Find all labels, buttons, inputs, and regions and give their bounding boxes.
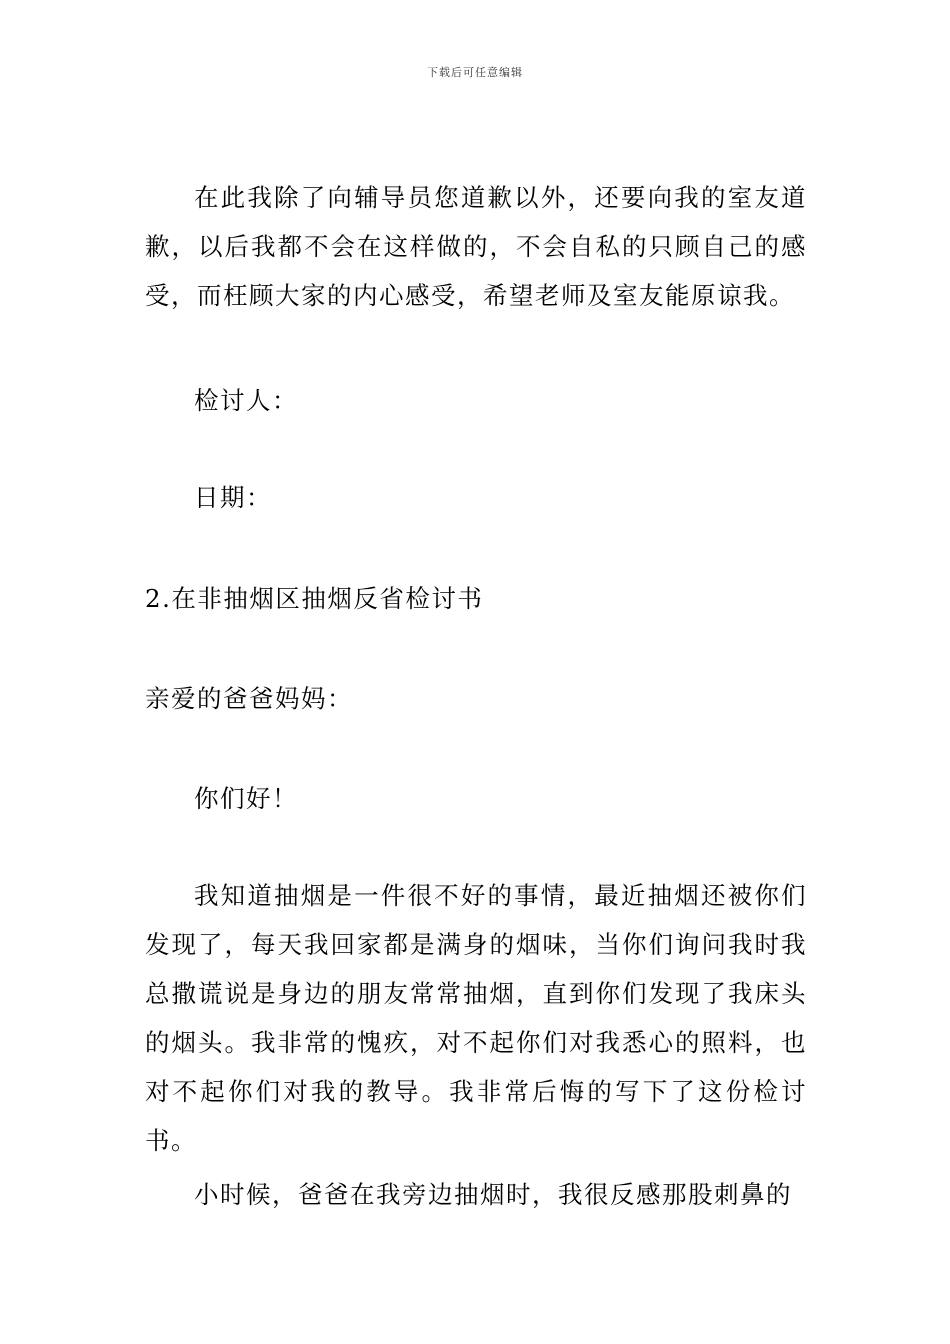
greeting: 你们好！ xyxy=(194,784,298,813)
apology-paragraph: 在此我除了向辅导员您道歉以外，还要向我的室友道歉，以后我都不会在这样做的，不会自私的只顾自己的感受，而枉顾大家的内心感受，希望老师及室友能原谅我。 xyxy=(145,183,807,310)
confession-paragraph: 我知道抽烟是一件很不好的事情，最近抽烟还被你们发现了，每天我回家都是满身的烟味，当你们询问我时我总撒谎说是身边的朋友常常抽烟，直到你们发现了我床头的烟头。我非常的愧疚，对不起你们对我悉心的照料，也对不起你们对我的教导。我非常后悔的写下了这份检讨书。 xyxy=(145,881,807,1155)
childhood-paragraph: 小时候，爸爸在我旁边抽烟时，我很反感那股刺鼻的 xyxy=(194,1180,792,1209)
signer-label: 检讨人： xyxy=(194,386,298,415)
date-label: 日期： xyxy=(194,483,272,512)
salutation: 亲爱的爸爸妈妈： xyxy=(145,684,353,713)
section-title: 2.在非抽烟区抽烟反省检讨书 xyxy=(145,584,484,613)
header-note: 下载后可任意编辑 xyxy=(427,66,523,79)
